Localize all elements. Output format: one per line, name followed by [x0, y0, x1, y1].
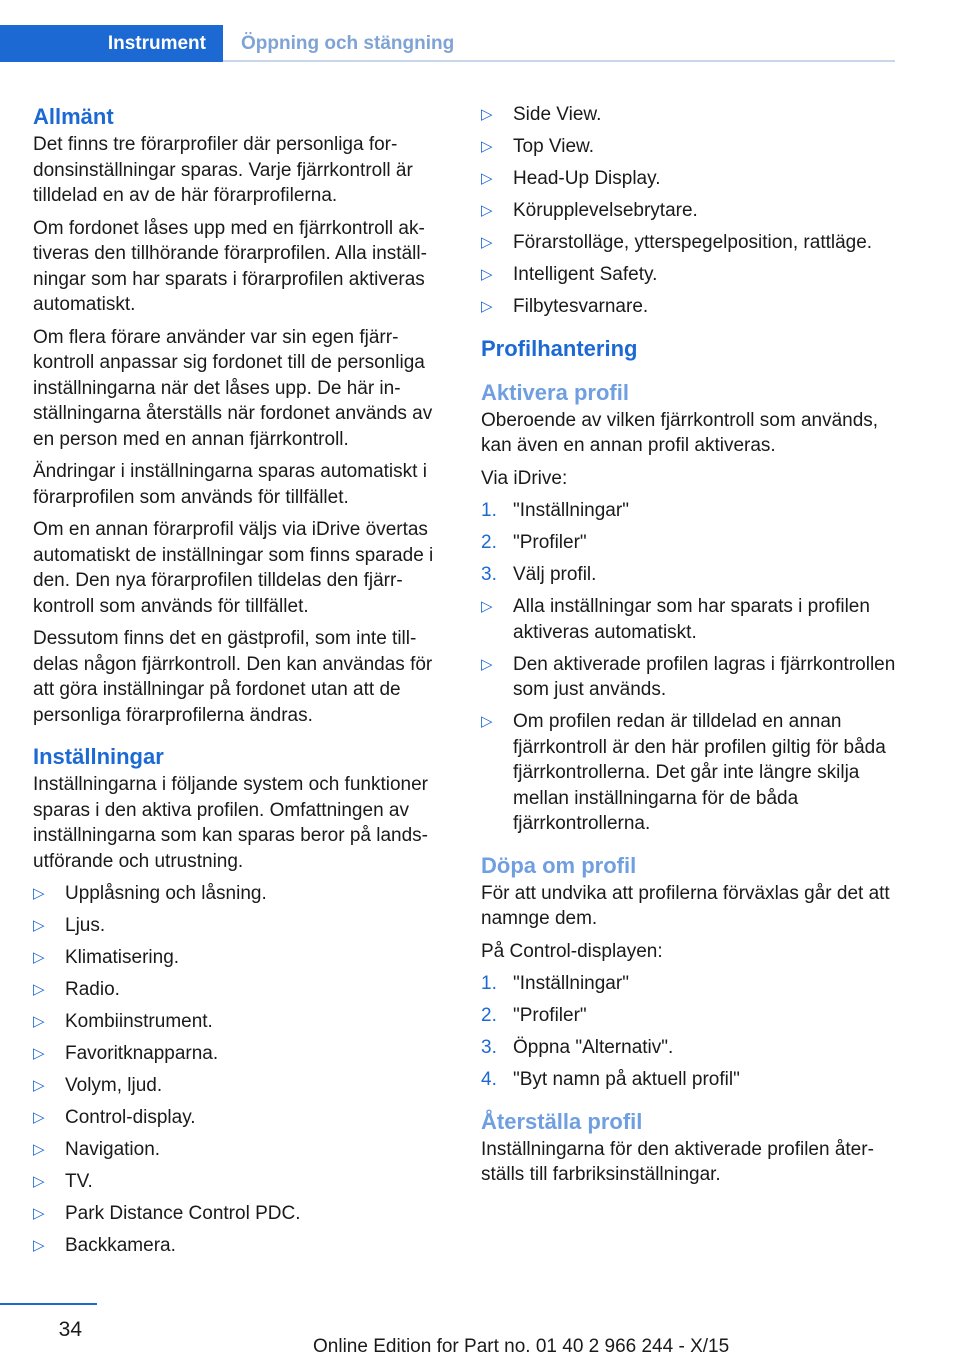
list-item: ▷ Volym, ljud.	[33, 1073, 448, 1099]
triangle-bullet-icon: ▷	[33, 917, 45, 934]
triangle-bullet-icon: ▷	[33, 1173, 45, 1190]
heading-allmant: Allmänt	[33, 104, 114, 129]
tab-oppning-och-stangning[interactable]: Öppning och stängning	[241, 32, 455, 54]
heading-dopa-om-profil: Döpa om profil	[481, 852, 637, 878]
right-column	[481, 102, 896, 1195]
steps-aktivera	[481, 498, 896, 588]
heading-installningar: Inställningar	[33, 744, 164, 769]
paragraph: Inställningarna i följande system och funktioner sparas i den aktiva profilen. Omfattningen av inställningarna som kan sparas beror på landsutförande och utrustning.	[33, 774, 429, 872]
paragraph: Om en annan förarprofil väljs via iDrive övertas automatiskt de inställningar som finns sparade i den. Den nya förarprofilen tilldelas den fjärrkontroll som används för tillfället.	[33, 519, 434, 617]
triangle-bullet-icon: ▷	[33, 1013, 45, 1030]
list-item: ▷ Park Distance Control PDC.	[33, 1201, 448, 1227]
triangle-bullet-icon: ▷	[33, 1237, 45, 1254]
list-item: ▷ Alla inställningar som har sparats i profilen aktiveras automatiskt.	[481, 596, 870, 643]
heading-aktivera-profil: Aktivera profil	[481, 379, 629, 405]
edition-text: Online Edition for Part no. 01 40 2 966 244 - X/15	[313, 1336, 730, 1357]
step-item: 4. "Byt namn på aktuell profil"	[481, 1069, 740, 1090]
list-item: ▷ Kombiinstrument.	[33, 1009, 448, 1035]
list-item: ▷ Radio.	[33, 977, 448, 1003]
triangle-bullet-icon: ▷	[481, 170, 493, 187]
list-item: ▷ Backkamera.	[33, 1233, 448, 1259]
paragraph: Oberoende av vilken fjärrkontroll som används, kan även en annan profil aktiveras.	[481, 409, 879, 456]
list-item: ▷ Top View.	[481, 134, 896, 160]
step-item: 2. "Profiler"	[481, 1005, 587, 1026]
settings-list-continued	[481, 102, 896, 320]
list-item: ▷ Filbytesvarnare.	[481, 294, 896, 320]
triangle-bullet-icon: ▷	[481, 655, 493, 673]
list-item: ▷ Navigation.	[33, 1137, 448, 1163]
page-number: 34	[58, 1318, 82, 1341]
step-item: 3. Välj profil.	[481, 564, 597, 585]
paragraph: Dessutom finns det en gästprofil, som inte tilldelas någon fjärrkontroll. Den kan användas för att göra inställningar på fordonet utan att de personliga förarprofilerna ändras.	[33, 628, 433, 726]
list-item: ▷ Side View.	[481, 102, 896, 128]
triangle-bullet-icon: ▷	[33, 1077, 45, 1094]
triangle-bullet-icon: ▷	[481, 138, 493, 155]
triangle-bullet-icon: ▷	[481, 713, 493, 730]
paragraph: Om flera förare använder var sin egen fjärrkontroll anpassar sig fordonet till de personliga inställningarna när det låses upp. De här inställningarna återställs när fordonet används av en person med en annan fjärrkontroll.	[33, 326, 433, 450]
step-item: 1. "Inställningar"	[481, 973, 629, 994]
page-header	[0, 25, 895, 62]
list-item: ▷ Ljus.	[33, 913, 448, 939]
paragraph: Om fordonet låses upp med en fjärrkontroll aktiveras den tillhörande förarprofilen. Alla inställningar som har sparats i förarprofilen aktiveras automatiskt.	[33, 217, 427, 315]
step-item: 3. Öppna "Alternativ".	[481, 1037, 674, 1058]
list-item: ▷ Körupplevelsebrytare.	[481, 198, 896, 224]
left-column	[33, 102, 448, 1265]
triangle-bullet-icon: ▷	[481, 202, 493, 219]
list-item: ▷ Favoritknapparna.	[33, 1041, 448, 1067]
list-item: ▷ Om profilen redan är tilldelad en annan fjärrkontroll är den här profilen giltig för båda fjärrkontrollerna. Det går inte längre skilja mellan inställningarna för de båda fjärrkontrollerna.	[481, 711, 886, 834]
list-item: ▷ Upplåsning och låsning.	[33, 881, 448, 907]
triangle-bullet-icon: ▷	[33, 1045, 45, 1062]
list-item: ▷ Intelligent Safety.	[481, 262, 896, 288]
list-item: ▷ Förarstolläge, ytterspegelposition, rattläge.	[481, 230, 896, 256]
steps-dopa	[481, 971, 896, 1093]
list-item: ▷ Head-Up Display.	[481, 166, 896, 192]
triangle-bullet-icon: ▷	[33, 981, 45, 998]
tab-instrument[interactable]: Instrument	[0, 25, 223, 62]
triangle-bullet-icon: ▷	[481, 266, 493, 283]
paragraph: För att undvika att profilerna förväxlas går det att namnge dem.	[481, 882, 890, 929]
heading-aterstalla-profil: Återställa profil	[481, 1108, 643, 1134]
list-item: ▷ Klimatisering.	[33, 945, 448, 971]
heading-profilhantering: Profilhantering	[481, 335, 638, 361]
footer-divider	[0, 1303, 97, 1305]
list-item: ▷ TV.	[33, 1169, 448, 1195]
triangle-bullet-icon: ▷	[481, 598, 493, 615]
list-item: ▷ Den aktiverade profilen lagras i fjärrkontrollen som just används.	[481, 653, 896, 700]
header-divider	[223, 60, 895, 62]
paragraph: Inställningarna för den aktiverade profilen återställs till farbriksinställningar.	[481, 1138, 874, 1185]
paragraph: På Control-displayen:	[481, 940, 663, 962]
triangle-bullet-icon: ▷	[33, 885, 45, 902]
step-item: 2. "Profiler"	[481, 532, 587, 553]
triangle-bullet-icon: ▷	[33, 1141, 45, 1158]
triangle-bullet-icon: ▷	[481, 234, 493, 251]
triangle-bullet-icon: ▷	[481, 298, 493, 315]
paragraph: Det finns tre förarprofiler där personliga fordonsinställningar sparas. Varje fjärrkontroll är tilldelad en av de här förarprofilerna.	[33, 134, 413, 206]
triangle-bullet-icon: ▷	[33, 1205, 45, 1222]
paragraph: Ändringar i inställningarna sparas automatiskt i förarprofilen som används för tillfället.	[33, 461, 427, 508]
settings-list	[33, 881, 448, 1259]
triangle-bullet-icon: ▷	[33, 1109, 45, 1126]
notes-aktivera	[481, 594, 896, 837]
step-item: 1. "Inställningar"	[481, 500, 629, 521]
triangle-bullet-icon: ▷	[481, 106, 493, 123]
paragraph: Via iDrive:	[481, 467, 568, 489]
list-item: ▷ Control-display.	[33, 1105, 448, 1131]
triangle-bullet-icon: ▷	[33, 949, 45, 966]
